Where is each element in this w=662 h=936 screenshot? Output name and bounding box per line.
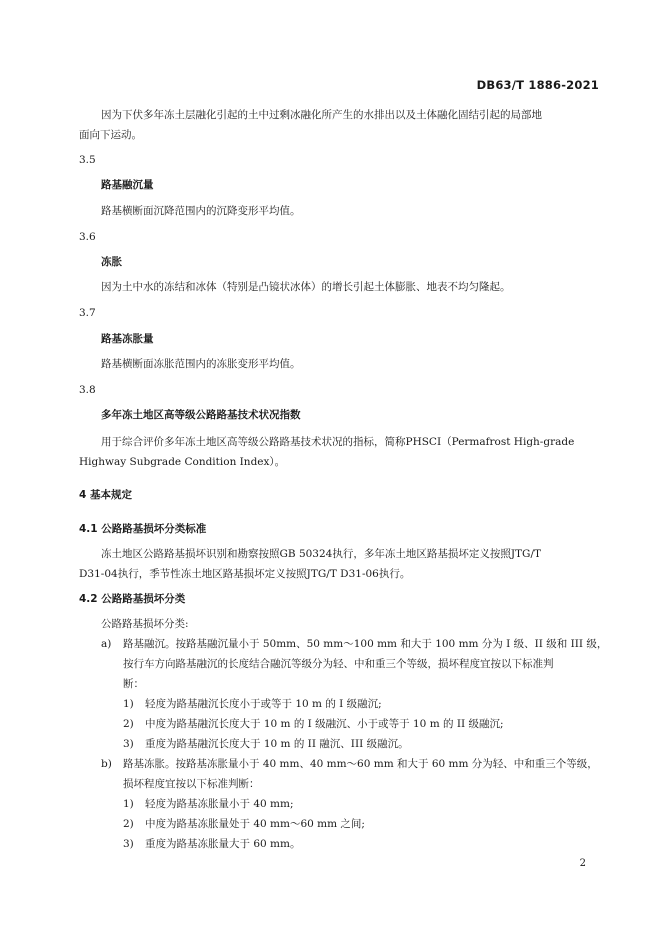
term-number-3-5: 3.5 xyxy=(79,154,96,166)
list-b-item-2-text: 中度为路基冻胀量处于 40 mm～60 mm 之间; xyxy=(145,818,365,830)
list-b-item-3-number: 3) xyxy=(123,838,134,850)
term-desc-3-7: 路基横断面冻胀范围内的冻胀变形平均值。 xyxy=(101,358,301,370)
intro-line-1: 因为下伏多年冻土层融化引起的土中过剩冰融化所产生的水排出以及土体融化固结引起的局部地 xyxy=(101,109,542,121)
term-title-3-6: 冻胀 xyxy=(101,256,122,268)
list-a-item-1-text: 轻度为路基融沉长度小于或等于 10 m 的 I 级融沉; xyxy=(145,698,382,710)
list-b-line-1: 路基冻胀。按路基冻胀量小于 40 mm、40 mm～60 mm 和大于 60 mm 分为轻、中和重三个等级， xyxy=(123,758,598,770)
term-title-3-7: 路基冻胀量 xyxy=(101,333,154,345)
list-a-item-1-number: 1) xyxy=(123,698,134,710)
section-4-1-title: 4.1 公路路基损坏分类标准 xyxy=(79,523,207,535)
term-number-3-7: 3.7 xyxy=(79,307,96,319)
list-a-item-3-text: 重度为路基融沉长度大于 10 m 的 II 融沉、III 级融沉。 xyxy=(145,738,409,750)
list-a-item-3-number: 3) xyxy=(123,738,134,750)
list-a-line-3: 断： xyxy=(123,678,144,690)
list-b-item-1-text: 轻度为路基冻胀量小于 40 mm; xyxy=(145,798,294,810)
section-4-title: 4 基本规定 xyxy=(79,489,132,501)
list-a-item-2-text: 中度为路基融沉长度大于 10 m 的 I 级融沉、小于或等于 10 m 的 II 级融沉; xyxy=(145,718,504,730)
term-number-3-6: 3.6 xyxy=(79,231,96,243)
term-title-3-5: 路基融沉量 xyxy=(101,179,154,191)
list-b-line-2: 损坏程度宜按以下标准判断： xyxy=(123,778,260,790)
section-4-2-lead: 公路路基损坏分类: xyxy=(101,618,189,630)
term-desc-3-5: 路基横断面沉降范围内的沉降变形平均值。 xyxy=(101,205,301,217)
intro-line-2: 面向下运动。 xyxy=(79,129,142,141)
document-code-header: DB63/T 1886-2021 xyxy=(476,78,599,92)
term-desc-3-6: 因为土中水的冻结和冰体（特别是凸镜状冰体）的增长引起土体膨胀、地表不均匀隆起。 xyxy=(101,281,511,293)
list-label-b: b) xyxy=(101,758,112,770)
list-b-item-1-number: 1) xyxy=(123,798,134,810)
term-title-3-8: 多年冻土地区高等级公路路基技术状况指数 xyxy=(101,409,301,421)
list-b-item-2-number: 2) xyxy=(123,818,134,830)
list-label-a: a) xyxy=(101,638,112,650)
list-a-line-1: 路基融沉。按路基融沉量小于 50mm、50 mm～100 mm 和大于 100 mm 分为 I 级、II 级和 III 级， xyxy=(123,638,608,650)
section-4-1-line-2: D31-04执行，季节性冻土地区路基损坏定义按照JTG/T D31-06执行。 xyxy=(79,568,411,580)
section-4-1-line-1: 冻土地区公路路基损坏识别和勘察按照GB 50324执行，多年冻土地区路基损坏定义按照JTG/T xyxy=(101,548,541,560)
list-b-item-3-text: 重度为路基冻胀量大于 60 mm。 xyxy=(145,838,301,850)
list-a-item-2-number: 2) xyxy=(123,718,134,730)
term-number-3-8: 3.8 xyxy=(79,384,96,396)
term-desc-3-8-line-1: 用于综合评价多年冻土地区高等级公路路基技术状况的指标，简称PHSCI（Permafrost High-grade xyxy=(101,436,575,448)
section-4-2-title: 4.2 公路路基损坏分类 xyxy=(79,593,186,605)
list-a-line-2: 按行车方向路基融沉的长度结合融沉等级分为轻、中和重三个等级，损坏程度宜按以下标准判 xyxy=(123,658,554,670)
page-number: 2 xyxy=(579,858,586,869)
term-desc-3-8-line-2: Highway Subgrade Condition Index）。 xyxy=(79,456,286,468)
